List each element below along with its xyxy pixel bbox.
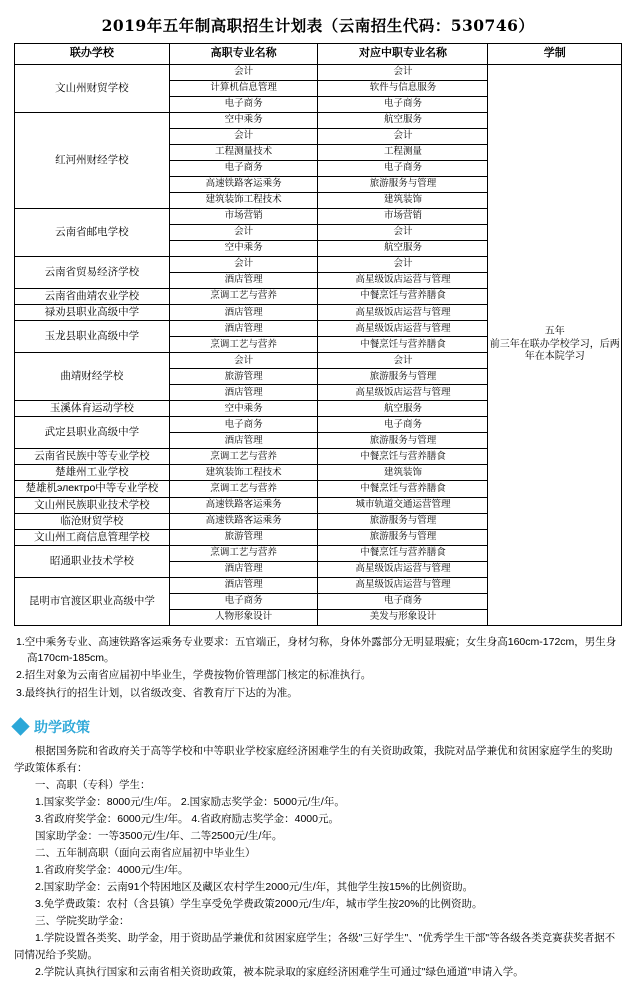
table-header-row — [15, 44, 622, 65]
cell-major: 电子商务 — [169, 160, 318, 176]
cell-school: 昭通职业技术学校 — [15, 545, 170, 577]
cell-major: 建筑装饰工程技术 — [169, 192, 318, 208]
policy-line: 3.省政府奖学金：6000元/生/年。 4.省政府励志奖学金：4000元。 — [35, 812, 339, 825]
cell-school: 红河州财经学校 — [15, 112, 170, 208]
cell-major: 电子商务 — [169, 417, 318, 433]
cell-zhongzhi: 电子商务 — [318, 593, 488, 609]
cell-school: 曲靖财经学校 — [15, 353, 170, 401]
cell-zhongzhi: 中餐烹饪与营养膳食 — [318, 337, 488, 353]
cell-major: 会计 — [169, 64, 318, 80]
cell-school: 云南省贸易经济学校 — [15, 256, 170, 288]
cell-school: 云南省民族中等专业学校 — [15, 449, 170, 465]
cell-zhongzhi: 旅游服务与管理 — [318, 176, 488, 192]
cell-major: 酒店管理 — [169, 321, 318, 337]
cell-zhongzhi: 电子商务 — [318, 96, 488, 112]
cell-zhongzhi: 旅游服务与管理 — [318, 369, 488, 385]
cell-major: 酒店管理 — [169, 433, 318, 449]
cell-zhongzhi: 旅游服务与管理 — [318, 433, 488, 449]
policy-section-header — [14, 717, 622, 737]
diamond-bullet-icon — [11, 718, 29, 736]
policy-line: 1.学院设置各类奖、助学金，用于资助品学兼优和贫困家庭学生；各级"三好学生"、"优秀学生干部"等各级各类竞赛获奖者据不同情况给予奖励。 — [14, 931, 616, 961]
cell-zhongzhi: 高星级饭店运营与管理 — [318, 321, 488, 337]
cell-major: 空中乘务 — [169, 401, 318, 417]
cell-school: 文山州财贸学校 — [15, 64, 170, 112]
cell-major: 会计 — [169, 256, 318, 272]
column-header-term: 学制 — [488, 44, 622, 65]
cell-major: 酒店管理 — [169, 561, 318, 577]
cell-major: 空中乘务 — [169, 112, 318, 128]
cell-zhongzhi: 软件与信息服务 — [318, 80, 488, 96]
cell-major: 高速铁路客运乘务 — [169, 176, 318, 192]
cell-zhongzhi: 会计 — [318, 353, 488, 369]
cell-major: 烹调工艺与营养 — [169, 288, 318, 304]
column-header-zhongzhi: 对应中职专业名称 — [318, 44, 488, 65]
cell-zhongzhi: 高星级饭店运营与管理 — [318, 561, 488, 577]
cell-major: 酒店管理 — [169, 577, 318, 593]
cell-zhongzhi: 中餐烹饪与营养膳食 — [318, 481, 488, 497]
cell-major: 电子商务 — [169, 96, 318, 112]
cell-school: 禄劝县职业高级中学 — [15, 304, 170, 320]
cell-major: 计算机信息管理 — [169, 80, 318, 96]
cell-zhongzhi: 高星级饭店运营与管理 — [318, 385, 488, 401]
table-row — [15, 64, 622, 80]
cell-zhongzhi: 高星级饭店运营与管理 — [318, 272, 488, 288]
cell-major: 建筑装饰工程技术 — [169, 465, 318, 481]
cell-major: 人物形象设计 — [169, 609, 318, 625]
cell-school: 云南省曲靖农业学校 — [15, 288, 170, 304]
column-header-major: 高职专业名称 — [169, 44, 318, 65]
cell-major: 酒店管理 — [169, 385, 318, 401]
cell-zhongzhi: 航空服务 — [318, 240, 488, 256]
page-title: 2019年五年制高职招生计划表（云南招生代码：530746） — [101, 16, 535, 35]
policy-line: 2.学院认真执行国家和云南省相关资助政策，被本院录取的家庭经济困难学生可通过"绿色通道"申请入学。 — [35, 965, 524, 978]
cell-major: 市场营销 — [169, 208, 318, 224]
cell-zhongzhi: 建筑装饰 — [318, 465, 488, 481]
cell-major: 会计 — [169, 353, 318, 369]
cell-school: 楚雄机электро中等专业学校 — [15, 481, 170, 497]
cell-zhongzhi: 中餐烹饪与营养膳食 — [318, 545, 488, 561]
cell-major: 烹调工艺与营养 — [169, 545, 318, 561]
cell-major: 酒店管理 — [169, 272, 318, 288]
cell-major: 酒店管理 — [169, 304, 318, 320]
cell-school: 昆明市官渡区职业高级中学 — [15, 577, 170, 625]
cell-school: 云南省邮电学校 — [15, 208, 170, 256]
cell-major: 会计 — [169, 128, 318, 144]
cell-major: 高速铁路客运乘务 — [169, 497, 318, 513]
cell-term: 五年 前三年在联办学校学习，后两年在本院学习 — [488, 64, 622, 625]
note-item: 1.空中乘务专业、高速铁路客运乘务专业要求：五官端正，身材匀称，身体外露部分无明显瑕疵；女生身高160cm-172cm，男生身高170cm-185cm。 — [16, 635, 617, 665]
cell-major: 会计 — [169, 224, 318, 240]
cell-zhongzhi: 城市轨道交通运营管理 — [318, 497, 488, 513]
cell-major: 烹调工艺与营养 — [169, 337, 318, 353]
cell-zhongzhi: 会计 — [318, 256, 488, 272]
table-notes — [14, 634, 622, 701]
cell-major: 高速铁路客运乘务 — [169, 513, 318, 529]
cell-zhongzhi: 工程测量 — [318, 144, 488, 160]
cell-zhongzhi: 高星级饭店运营与管理 — [318, 304, 488, 320]
cell-zhongzhi: 会计 — [318, 224, 488, 240]
note-item: 3.最终执行的招生计划，以省级改变、省教育厅下达的为准。 — [16, 686, 298, 699]
policy-line: 3.免学费政策：农村（含县镇）学生享受免学费政策2000元/生/年，城市学生按20%的比例资助。 — [35, 897, 483, 910]
policy-line: 1.省政府奖学金：4000元/生/年。 — [35, 863, 189, 876]
cell-zhongzhi: 航空服务 — [318, 112, 488, 128]
cell-school: 楚雄州工业学校 — [15, 465, 170, 481]
section-title: 助学政策 — [34, 719, 90, 736]
cell-major: 旅游管理 — [169, 529, 318, 545]
cell-zhongzhi: 市场营销 — [318, 208, 488, 224]
cell-major: 空中乘务 — [169, 240, 318, 256]
cell-zhongzhi: 会计 — [318, 64, 488, 80]
cell-zhongzhi: 建筑装饰 — [318, 192, 488, 208]
cell-zhongzhi: 美发与形象设计 — [318, 609, 488, 625]
policy-body — [14, 743, 622, 981]
cell-zhongzhi: 高星级饭店运营与管理 — [318, 577, 488, 593]
cell-zhongzhi: 电子商务 — [318, 160, 488, 176]
policy-line: 二、五年制高职（面向云南省应届初中毕业生） — [35, 846, 256, 859]
cell-major: 烹调工艺与营养 — [169, 481, 318, 497]
policy-line: 1.国家奖学金：8000元/生/年。 2.国家励志奖学金：5000元/生/年。 — [35, 795, 345, 808]
policy-line: 国家助学金：一等3500元/生/年、二等2500元/生/年。 — [35, 829, 283, 842]
cell-school: 文山州民族职业技术学校 — [15, 497, 170, 513]
cell-major: 工程测量技术 — [169, 144, 318, 160]
cell-zhongzhi: 会计 — [318, 128, 488, 144]
policy-line: 一、高职（专科）学生： — [35, 778, 151, 791]
cell-zhongzhi: 电子商务 — [318, 417, 488, 433]
cell-school: 临沧财贸学校 — [15, 513, 170, 529]
admission-plan-table — [14, 43, 622, 626]
cell-zhongzhi: 航空服务 — [318, 401, 488, 417]
policy-line: 三、学院奖助学金： — [35, 914, 130, 927]
cell-zhongzhi: 中餐烹饪与营养膳食 — [318, 288, 488, 304]
cell-major: 电子商务 — [169, 593, 318, 609]
cell-zhongzhi: 旅游服务与管理 — [318, 529, 488, 545]
cell-school: 玉龙县职业高级中学 — [15, 321, 170, 353]
cell-major: 烹调工艺与营养 — [169, 449, 318, 465]
cell-school: 文山州工商信息管理学校 — [15, 529, 170, 545]
cell-school: 玉溪体育运动学校 — [15, 401, 170, 417]
cell-zhongzhi: 中餐烹饪与营养膳食 — [318, 449, 488, 465]
cell-school: 武定县职业高级中学 — [15, 417, 170, 449]
cell-zhongzhi: 旅游服务与管理 — [318, 513, 488, 529]
note-item: 2.招生对象为云南省应届初中毕业生，学费按物价管理部门核定的标准执行。 — [16, 669, 372, 682]
column-header-school: 联办学校 — [15, 44, 170, 65]
policy-line: 2.国家助学金：云南91个特困地区及藏区农村学生2000元/生/年，其他学生按15%的比例资助。 — [35, 880, 474, 893]
policy-intro: 根据国务院和省政府关于高等学校和中等职业学校家庭经济困难学生的有关资助政策，我院对品学兼优和贫困家庭学生的奖助学政策体系有： — [14, 744, 613, 774]
cell-major: 旅游管理 — [169, 369, 318, 385]
